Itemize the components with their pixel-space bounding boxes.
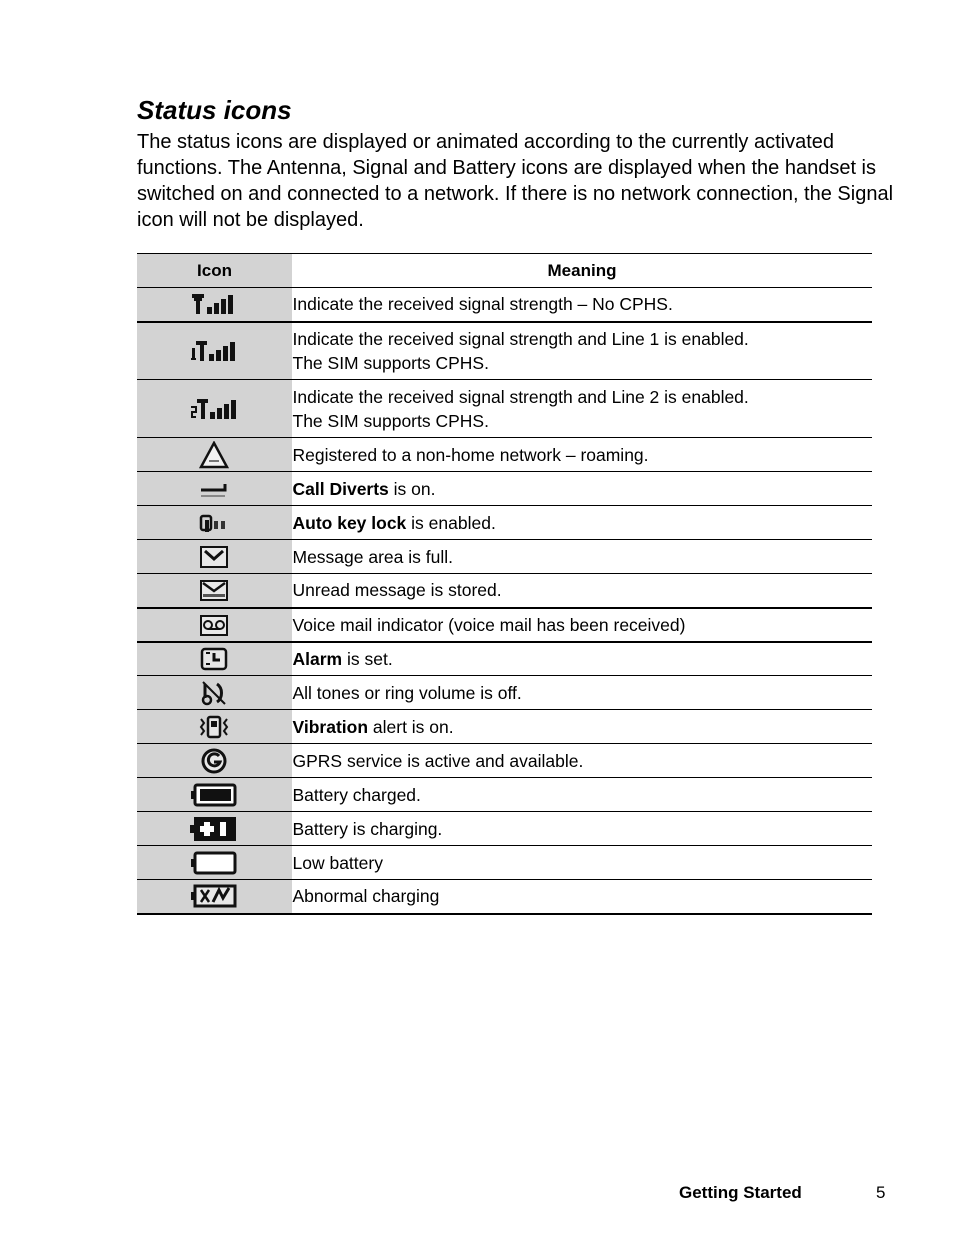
- table-row: [137, 676, 872, 710]
- meaning-cell: Unread message is stored.: [292, 574, 872, 608]
- meaning-cell: Vibration alert is on.: [292, 710, 872, 744]
- message-full-icon: [199, 545, 229, 569]
- meaning-cell: Call Diverts is on.: [292, 472, 872, 506]
- alarm-icon: [199, 647, 229, 671]
- table-row: [137, 642, 872, 676]
- table-row: [137, 574, 872, 608]
- meaning-cell: Voice mail indicator (voice mail has been received): [292, 608, 872, 642]
- signal-line2-icon: [191, 398, 237, 420]
- table-row: [137, 778, 872, 812]
- meaning-cell: GPRS service is active and available.: [292, 744, 872, 778]
- gprs-icon: [199, 748, 229, 774]
- low-battery-icon: [191, 851, 237, 875]
- signal-strength-icon: [191, 293, 237, 315]
- table-row: [137, 744, 872, 778]
- table-row: [137, 506, 872, 540]
- vibration-icon: [198, 715, 230, 739]
- table-row: [137, 608, 872, 642]
- voice-mail-icon: [199, 613, 229, 637]
- table-row: [137, 288, 872, 322]
- table-row: [137, 322, 872, 380]
- table-row: [137, 472, 872, 506]
- table-header-row: [137, 254, 872, 288]
- meaning-cell: Message area is full.: [292, 540, 872, 574]
- roaming-icon: [199, 441, 229, 469]
- unread-message-icon: [199, 578, 229, 602]
- meaning-cell: Abnormal charging: [292, 880, 872, 914]
- meaning-cell: Auto key lock is enabled.: [292, 506, 872, 540]
- meaning-cell: Indicate the received signal strength and Line 2 is enabled. The SIM supports CPHS.: [292, 380, 872, 438]
- meaning-cell: Indicate the received signal strength and Line 1 is enabled. The SIM supports CPHS.: [292, 322, 872, 380]
- table-row: [137, 540, 872, 574]
- meaning-cell: Battery is charging.: [292, 812, 872, 846]
- meaning-cell: Indicate the received signal strength – No CPHS.: [292, 288, 872, 322]
- meaning-cell: All tones or ring volume is off.: [292, 676, 872, 710]
- battery-charged-icon: [191, 783, 237, 807]
- silent-icon: [199, 680, 229, 706]
- battery-charging-icon: [190, 815, 238, 843]
- table-row: [137, 438, 872, 472]
- abnormal-charging-icon: [191, 884, 237, 908]
- signal-line1-icon: [191, 340, 237, 362]
- section-heading: Status icons: [137, 95, 292, 125]
- table-row: [137, 880, 872, 914]
- footer-section-title: Getting Started: [679, 1183, 802, 1202]
- meaning-cell: Low battery: [292, 846, 872, 880]
- page-number: 5: [876, 1183, 886, 1202]
- table-row: [137, 846, 872, 880]
- meaning-cell: Battery charged.: [292, 778, 872, 812]
- meaning-column-header: Meaning: [292, 254, 872, 288]
- intro-paragraph: The status icons are displayed or animated according to the currently activated functions. The Antenna, Signal and Battery icons are displayed when the handset is switched on and connected to a network. If there is no network connection, the Signal icon will not be displayed.: [137, 131, 894, 231]
- status-icons-table: [137, 253, 872, 915]
- icon-column-header: Icon: [137, 254, 292, 288]
- table-row: [137, 710, 872, 744]
- call-divert-icon: [199, 478, 229, 500]
- table-row: [137, 380, 872, 438]
- meaning-cell: Alarm is set.: [292, 642, 872, 676]
- meaning-cell: Registered to a non-home network – roaming.: [292, 438, 872, 472]
- key-lock-icon: [199, 512, 229, 534]
- table-row: [137, 812, 872, 846]
